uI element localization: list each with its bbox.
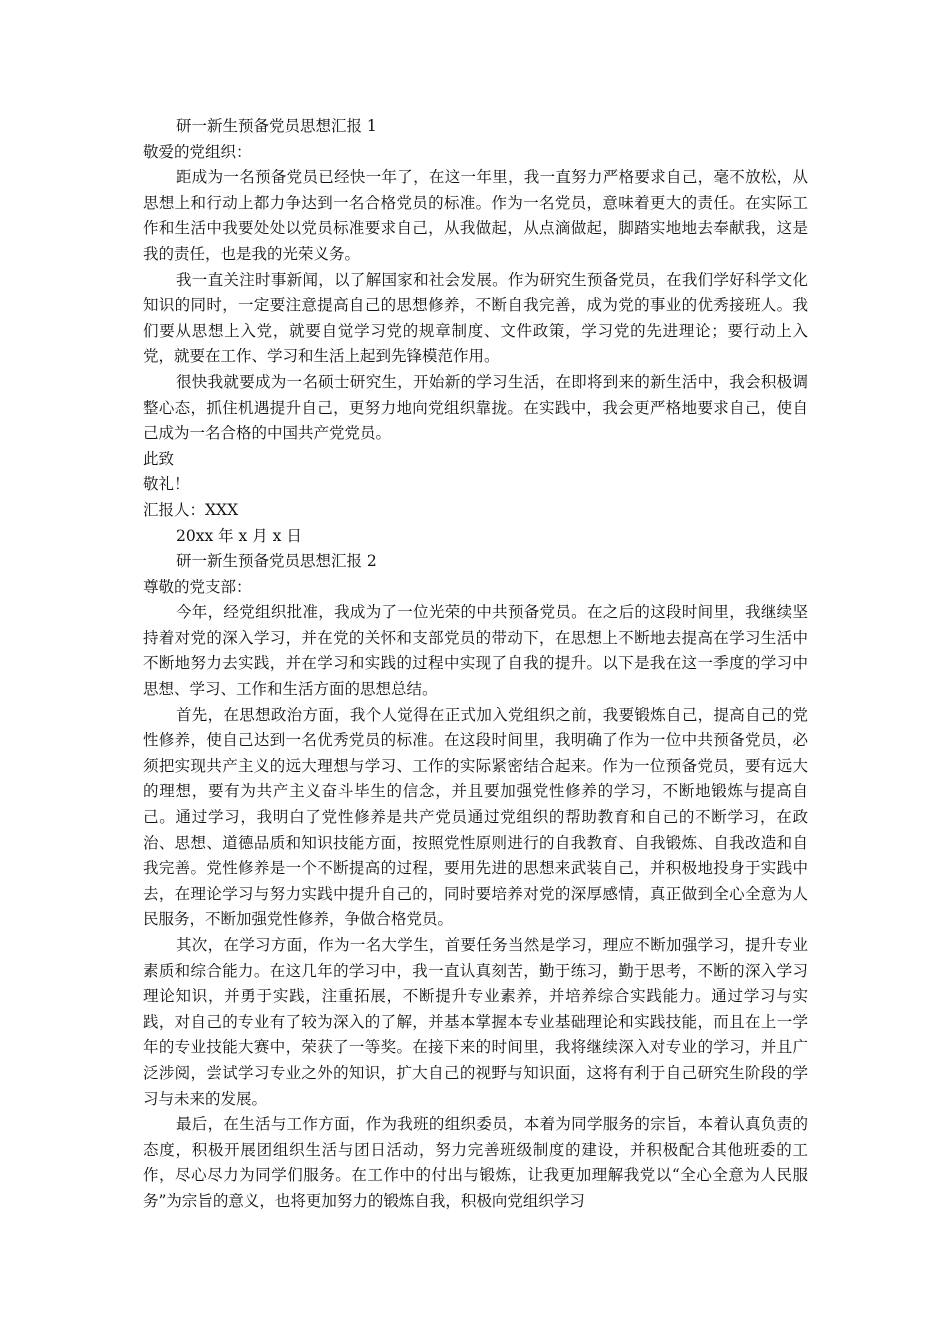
report2-paragraph-3: 其次，在学习方面，作为一名大学生，首要任务当然是学习，理应不断加强学习，提升专业素质和综合能力。在这几年的学习中，我一直认真刻苦，勤于练习，勤于思考，不断的深入学习理论知识，并勇于实践，注重拓展，不断提升专业素养，并培养综合实践能力。通过学习与实践，对自己的专业有了较为深入的了解，并基本掌握本专业基础理论和实践技能，而且在上一学年的专业技能大赛中，荣获了一等奖。在接下来的时间里，我将继续深入对专业的学习，并且广泛涉阅，尝试学习专业之外的知识，扩大自己的视野与知识面，这将有利于自己研究生阶段的学习与未来的发展。 [143,936,808,1108]
report1-paragraph-3: 很快我就要成为一名硕士研究生，开始新的学习生活，在即将到来的新生活中，我会积极调整心态，抓住机遇提升自己，更努力地向党组织靠拢。在实践中，我会更严格地要求自己，使自己成为一名合格的中国共产党党员。 [143,372,808,443]
report2-paragraph-1: 今年，经党组织批准，我成为了一位光荣的中共预备党员。在之后的这段时间里，我继续坚持着对党的深入学习，并在党的关怀和支部党员的带动下，在思想上不断地去提高在学习生活中不断地努力去实践，并在学习和实践的过程中实现了自我的提升。以下是我在这一季度的学习中思想、学习、工作和生活方面的思想总结。 [143,603,808,699]
document-page [143,114,808,1215]
report2-paragraph-4: 最后，在生活与工作方面，作为我班的组织委员，本着为同学服务的宗旨，本着认真负责的态度，积极开展团组织生活与团日活动，努力完善班级制度的建设，并积极配合其他班委的工作，尽心尽力为同学们服务。在工作中的付出与锻炼，让我更加理解我党以“全心全意为人民服务”为宗旨的意义，也将更加努力的锻炼自我，积极向党组织学习 [143,1115,808,1210]
report2-paragraph-2: 首先，在思想政治方面，我个人觉得在正式加入党组织之前，我要锻炼自己，提高自己的党性修养，使自己达到一名优秀党员的标准。在这段时间里，我明确了作为一位中共预备党员，必须把实现共产主义的远大理想与学习、工作的实际紧密结合起来。作为一位预备党员，要有远大的理想，要有为共产主义奋斗毕生的信念，并且要加强党性修养的学习，不断地锻炼与提高自己。通过学习，我明白了党性修养是共产党员通过党组织的帮助教育和自己的不断学习，在政治、思想、道德品质和知识技能方面，按照党性原则进行的自我教育、自我锻炼、自我改造和自我完善。党性修养是一个不断提高的过程，要用先进的思想来武装自己，并积极地投身于实践中去，在理论学习与努力实践中提升自己的，同时要培养对党的深厚感情，真正做到全心全意为人民服务，不断加强党性修养，争做合格党员。 [143,705,808,929]
report1-paragraph-1: 距成为一名预备党员已经快一年了，在这一年里，我一直努力严格要求自己，毫不放松，从思想上和行动上都力争达到一名合格党员的标准。作为一名党员，意味着更大的责任。在实际工作和生活中我要处处以党员标准要求自己，从我做起，从点滴做起，脚踏实地地去奉献我，这是我的责任，也是我的光荣义务。 [143,168,808,263]
report2-title: 研一新生预备党员思想汇报 2 [176,552,377,571]
report2-salutation: 尊敬的党支部： [143,577,252,596]
report1-paragraph-2: 我一直关注时事新闻，以了解国家和社会发展。作为研究生预备党员，在我们学好科学文化知识的同时，一定要注意提高自己的思想修养，不断自我完善，成为党的事业的优秀接班人。我们要从思想上入党，就要自觉学习党的规章制度、文件政策，学习党的先进理论；要行动上入党，就要在工作、学习和生活上起到先锋模范作用。 [143,270,808,366]
report1-date: 20xx 年 x 月 x 日 [176,526,302,545]
report1-salutation: 敬爱的党组织： [143,142,252,161]
report1-closing-2: 敬礼！ [143,475,190,494]
report1-title: 研一新生预备党员思想汇报 1 [176,117,377,135]
report1-reporter: 汇报人：XXX [143,500,239,519]
report1-closing-1: 此致 [143,449,175,468]
